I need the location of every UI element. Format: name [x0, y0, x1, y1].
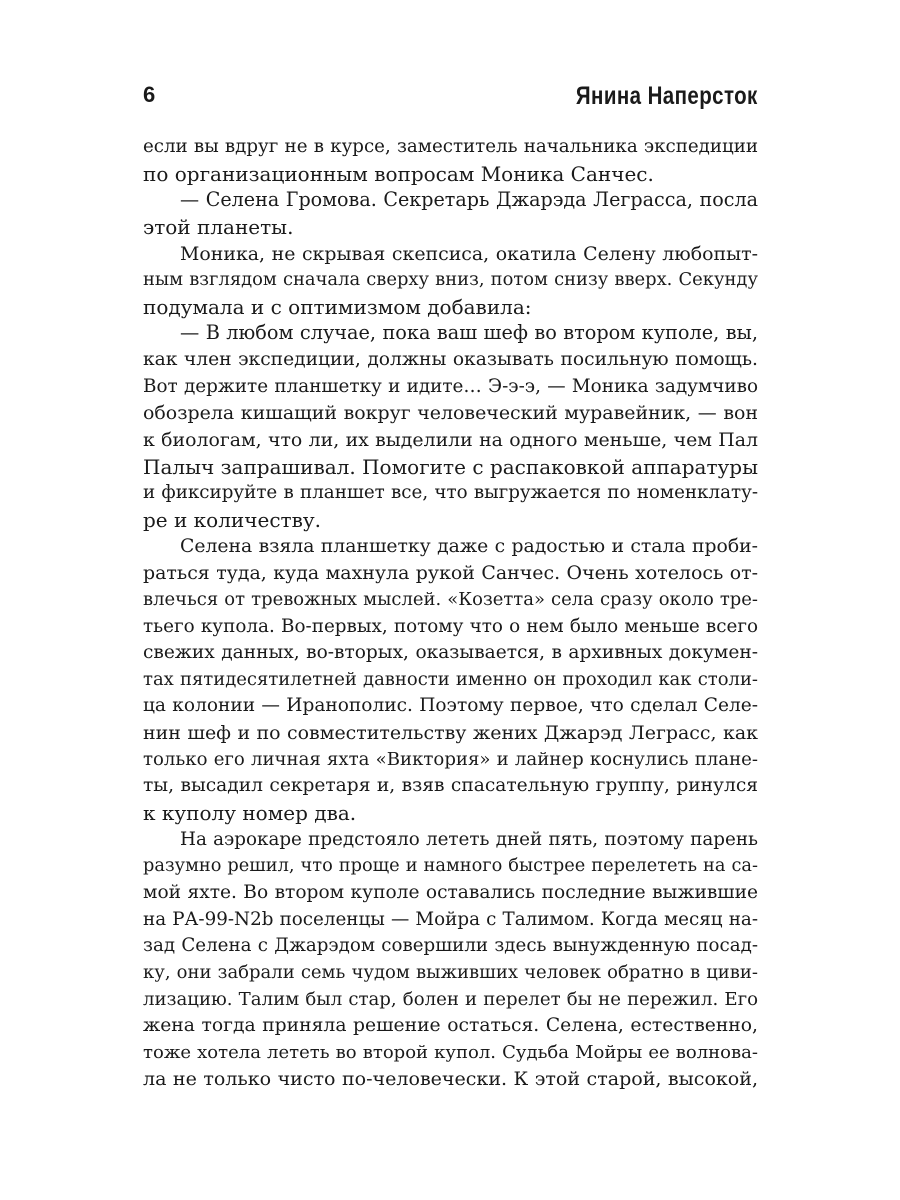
running-title: Янина Наперсток — [576, 82, 758, 110]
text-line: раться туда, куда махнула рукой Санчес. Очень хотелось от- — [143, 562, 758, 585]
text-line: влечься от тревожных мыслей. «Козетта» села сразу около тре- — [143, 588, 758, 610]
text-line: подумала и с оптимизмом добавила: — [143, 294, 532, 319]
text-line: тоже хотела лететь во второй купол. Судьба Мойры ее волнова- — [143, 1041, 758, 1063]
text-line: на РА-99-N2b поселенцы — Мойра с Талимом. Когда месяц на- — [143, 908, 758, 930]
text-line: Палыч запрашивал. Помогите с распаковкой аппаратуры — [143, 454, 758, 479]
text-line: ты, высадил секретаря и, взяв спасательную группу, ринулся — [143, 775, 758, 797]
text-line: Моника, не скрывая скепсиса, окатила Селену любопыт- — [180, 242, 758, 265]
text-line: нин шеф и по совместительству жених Джарэд Леграсс, как — [143, 722, 758, 745]
paragraph — [143, 187, 758, 240]
text-line: этой планеты. — [143, 214, 294, 239]
text-line: тах пятидесятилетней давности именно он проходил как столи- — [143, 668, 758, 690]
text-line: ла не только чисто по-человечески. К этой старой, высокой, — [143, 1068, 758, 1091]
text-line: — В любом случае, пока ваш шеф во втором куполе, вы, — [180, 321, 758, 345]
text-line: ре и количеству. — [143, 507, 321, 532]
running-head — [143, 80, 758, 116]
text-line: свежих данных, во-вторых, оказывается, в архивных докумен- — [143, 642, 758, 664]
text-line: тьего купола. Во-первых, потому что о нем было меньше всего — [143, 615, 758, 637]
text-line: лизацию. Талим был стар, болен и перелет бы не пережил. Его — [143, 988, 758, 1010]
paragraph — [143, 241, 758, 321]
text-line: Селена взяла планшетку даже с радостью и стала проби- — [180, 535, 758, 557]
text-line: обозрела кишащий вокруг человеческий муравейник, — вон — [143, 402, 758, 425]
page-number: 6 — [143, 82, 157, 107]
paragraph — [143, 534, 758, 827]
body-text — [143, 134, 758, 1093]
text-line: и фиксируйте в планшет все, что выгружается по номенклату- — [143, 482, 758, 504]
text-line: как член экспедиции, должны оказывать посильную помощь. — [143, 349, 758, 371]
text-line: ку, они забрали семь чудом выживших человек обратно в циви- — [143, 961, 758, 983]
text-line: — Селена Громова. Секретарь Джарэда Леграсса, посла — [180, 188, 758, 212]
text-line: Вот держите планшетку и идите… Э-э-э, — Моника задумчиво — [143, 375, 758, 397]
text-line: только его личная яхта «Виктория» и лайнер коснулись плане- — [143, 748, 758, 770]
text-line: На аэрокаре предстояло лететь дней пять, поэтому парень — [180, 828, 758, 850]
text-line: ным взглядом сначала сверху вниз, потом снизу вверх. Секунду — [143, 269, 758, 291]
text-line: зад Селена с Джарэдом совершили здесь вынужденную посад- — [143, 935, 758, 957]
text-line: разумно решил, что проще и намного быстрее перелететь на са- — [143, 856, 758, 877]
text-line: жена тогда приняла решение остаться. Селена, естественно, — [143, 1015, 758, 1037]
text-line: по организационным вопросам Моника Санчес. — [143, 161, 654, 186]
text-line: если вы вдруг не в курсе, заместитель начальника экспедиции — [143, 136, 758, 157]
paragraph — [143, 134, 758, 187]
paragraph — [143, 827, 758, 1093]
text-line: к куполу номер два. — [143, 801, 357, 826]
paragraph — [143, 320, 758, 533]
text-line: мой яхте. Во втором куполе оставались последние выжившие — [143, 881, 758, 903]
text-line: к биологам, что ли, их выделили на одного меньше, чем Пал — [143, 429, 758, 452]
text-line: ца колонии — Иранополис. Поэтому первое, что сделал Селе- — [143, 695, 758, 717]
